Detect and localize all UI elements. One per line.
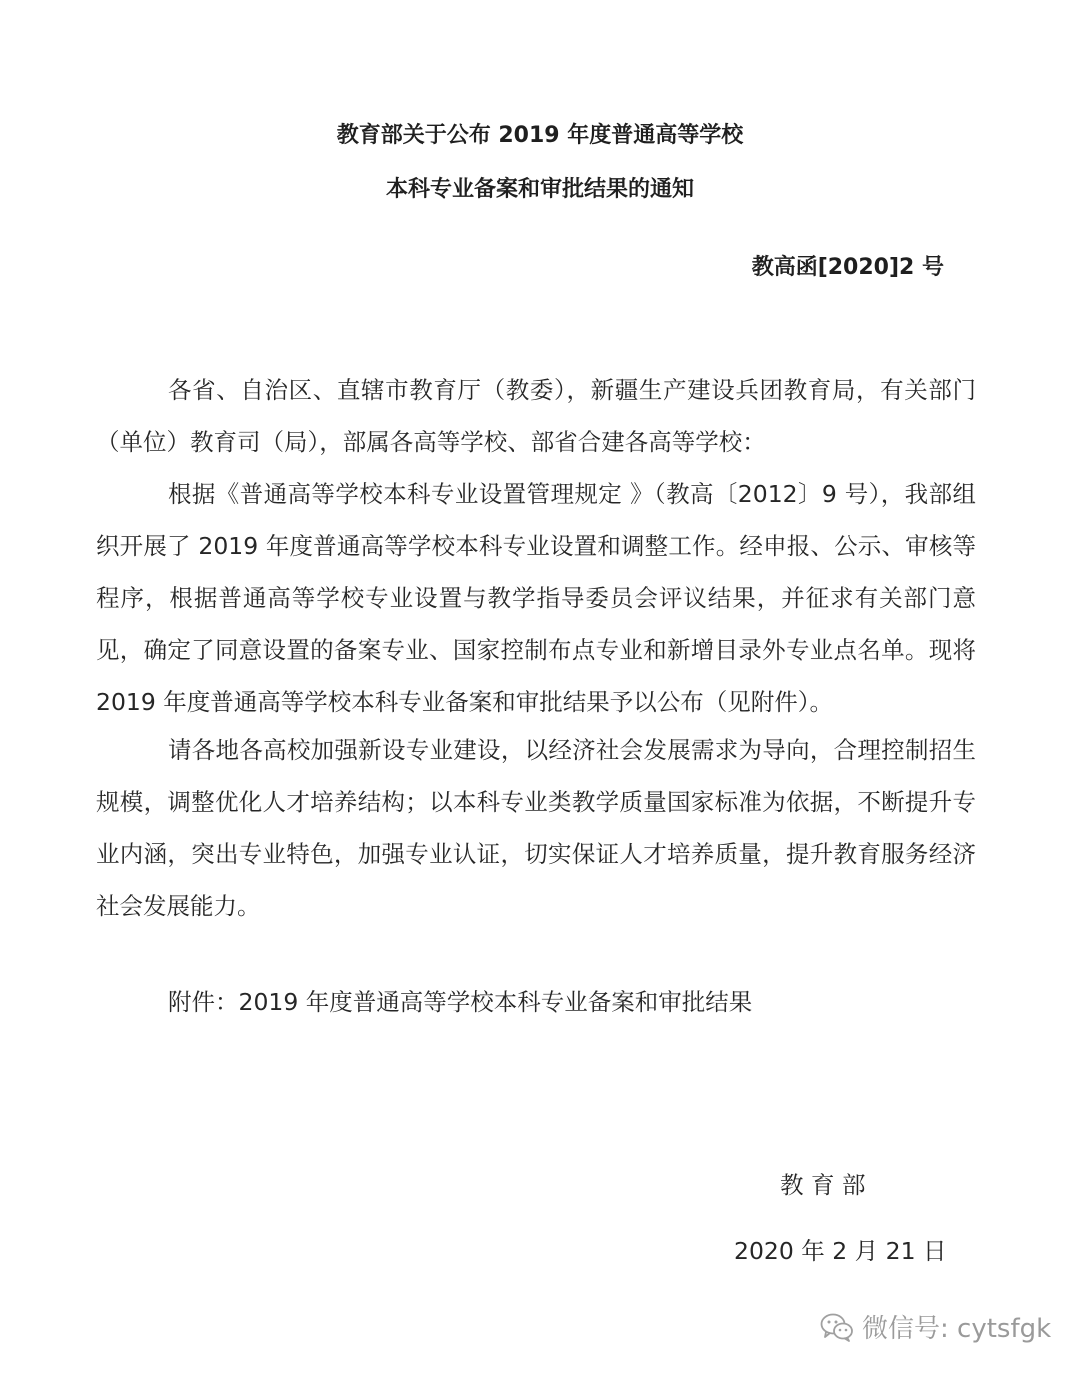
document-title-line2: 本科专业备案和审批结果的通知 — [385, 177, 694, 202]
document-number: 教高函[2020]2 号 — [751, 255, 944, 280]
document-title-line1: 教育部关于公布 2019 年度普通高等学校 — [336, 123, 744, 148]
wechat-id-text: 微信号: cytsfgk — [862, 1314, 1052, 1344]
wechat-watermark — [820, 1308, 1051, 1345]
signer: 教 育 部 — [780, 1171, 866, 1199]
body-paragraph-1: 根据《普通高等学校本科专业设置管理规定 》（教高〔2012〕9 号），我部组织开展了 2019 年度普通高等学校本科专业设置和调整工作。经申报、公示、审核等程序，根据普通高等学校专业设置与教学指导委员会评议结果，并征求有关部门意见，确定了同意设置的备案专业、国家控制布点专业和新增目录外专业点名单。现将 2019 年度普通高等学校本科专业备案和审批结果予以公布（见附件）。 — [96, 480, 976, 716]
attachment-line: 附件：2019 年度普通高等学校本科专业备案和审批结果 — [168, 988, 753, 1016]
salutation: 各省、自治区、直辖市教育厅（教委），新疆生产建设兵团教育局，有关部门（单位）教育司（局），部属各高等学校、部省合建各高等学校： — [96, 376, 976, 456]
wechat-icon — [820, 1312, 854, 1342]
body-paragraph-2: 请各地各高校加强新设专业建设，以经济社会发展需求为导向，合理控制招生规模，调整优化人才培养结构；以本科专业类教学质量国家标准为依据，不断提升专业内涵，突出专业特色，加强专业认证，切实保证人才培养质量，提升教育服务经济社会发展能力。 — [96, 736, 976, 920]
signing-date: 2020 年 2 月 21 日 — [734, 1237, 947, 1265]
